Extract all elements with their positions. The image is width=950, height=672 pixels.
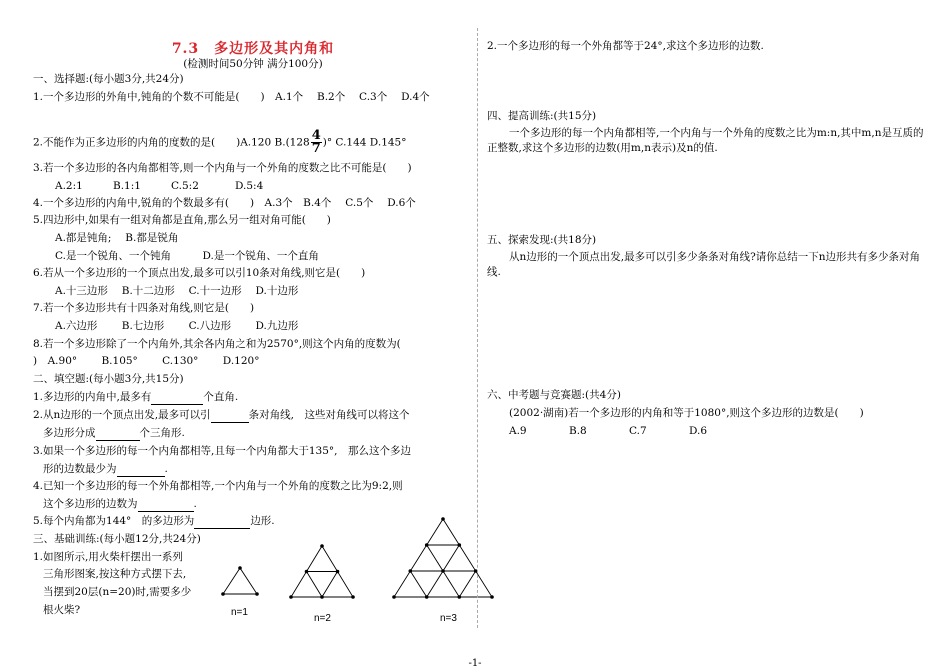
s3-q1-line-3: 当摆到20层(n=20)时,需要多少: [43, 586, 192, 598]
section-5-heading: 五、探索发现:(共18分): [487, 234, 597, 246]
s2-q4-cont: [43, 498, 197, 512]
s2-q3-cont: [43, 463, 168, 477]
answer-blank[interactable]: [138, 498, 194, 512]
s1-q7: 7.若一个多边形共有十四条对角线,则它是( ): [33, 302, 255, 314]
s2-q2-text-d: 个三角形.: [139, 427, 185, 439]
s1-q8-options: ) A.90° B.105° C.130° D.120°: [33, 355, 260, 367]
s3-q2: 2.一个多边形的每一个外角都等于24°,求这个多边形的边数.: [487, 40, 764, 52]
fraction-numerator: 4: [311, 128, 321, 143]
s1-q3-option: A.2:1: [55, 180, 83, 192]
answer-blank[interactable]: [96, 427, 140, 441]
s1-q3-option: D.5:4: [235, 180, 264, 192]
s1-q5-options-2: C.是一个锐角、一个钝角 D.是一个锐角、一个直角: [55, 250, 319, 262]
s1-q7-options: A.六边形 B.七边形 C.八边形 D.九边形: [55, 320, 299, 332]
section-2-heading: 二、填空题:(每小题3分,共15分): [33, 373, 184, 385]
s1-q3-option: B.1:1: [113, 180, 141, 192]
s2-q1-text-b: 个直角.: [203, 391, 239, 403]
s2-q2-cont: [43, 427, 185, 441]
s2-q1: [33, 391, 238, 405]
s1-q3: 3.若一个多边形的各内角都相等,则一个内角与一个外角的度数之比不可能是( ): [33, 162, 412, 174]
s2-q3: 3.如果一个多边形的每一个内角都相等,且每一个内角都大于135°, 那么这个多边: [33, 445, 411, 457]
page-subtitle: (检测时间50分钟 满分100分): [183, 58, 323, 70]
s2-q4-text-b: 这个多边形的边数为: [43, 498, 138, 510]
s1-q2-text-b: )° C.144 D.145°: [322, 136, 407, 149]
s1-q6-options: A.十三边形 B.十二边形 C.十一边形 D.十边形: [55, 285, 299, 297]
figure-label-n3: n=3: [440, 613, 457, 624]
s2-q2-text-c: 多边形分成: [43, 427, 96, 439]
answer-blank[interactable]: [151, 391, 203, 405]
s2-q2-text-b: 条对角线, 这些对角线可以将这个: [248, 409, 410, 421]
s6-option: A.9: [509, 425, 527, 437]
s2-q4: 4.已知一个多边形的每一个外角都相等,一个内角与一个外角的度数之比为9:2,则: [33, 480, 403, 492]
s1-q3-option: C.5:2: [171, 180, 199, 192]
answer-blank[interactable]: [194, 515, 250, 529]
s1-q5-options-1: A.都是钝角; B.都是锐角: [55, 232, 179, 244]
s1-q3-options: [55, 180, 277, 193]
s3-q1-line-1: 1.如图所示,用火柴杆摆出一系列: [33, 551, 183, 563]
matchstick-figure-n3: [390, 516, 496, 600]
s2-q5: [33, 515, 275, 529]
section-4-heading: 四、提高训练:(共15分): [487, 110, 597, 122]
matchstick-figure-n1: [220, 565, 260, 597]
answer-blank[interactable]: [211, 409, 249, 423]
s2-q4-text-c: .: [193, 498, 197, 510]
section-3-heading: 三、基础训练:(每小题12分,共24分): [33, 533, 201, 545]
s6-option: B.8: [569, 425, 587, 437]
s4-text: 一个多边形的每一个内角都相等,一个内角与一个外角的度数之比为m:n,其中m,n是互质的正整数,求这个多边形的边数(用m,n表示)及n的值.: [487, 127, 924, 154]
s1-q8: 8.若一个多边形除了一个内角外,其余各内角之和为2570°,则这个内角的度数为(: [33, 338, 401, 350]
s1-q1: 1.一个多边形的外角中,钝角的个数不可能是( ) A.1个 B.2个 C.3个 D.4个: [33, 91, 430, 103]
s1-q2: [33, 130, 406, 155]
s6-text: (2002·湖南)若一个多边形的内角和等于1080°,则这个多边形的边数是( ): [509, 407, 864, 419]
s3-q1-line-2: 三角形图案,按这种方式摆下去,: [43, 568, 187, 580]
fraction-denominator: 7: [311, 141, 321, 156]
s1-q5: 5.四边形中,如果有一组对角都是直角,那么另一组对角可能( ): [33, 214, 331, 226]
s5-text: 从n边形的一个顶点出发,最多可以引多少条条对角线?请你总结一下n边形共有多少条对角线.: [487, 251, 920, 278]
s3-q1-line-4: 根火柴?: [43, 604, 81, 616]
figure-label-n1: n=1: [231, 607, 248, 618]
page-number: -1-: [468, 658, 482, 669]
s2-q3-text-c: .: [164, 463, 168, 475]
s6-option: C.7: [629, 425, 647, 437]
s2-q2-text-a: 2.从n边形的一个顶点出发,最多可以引: [33, 409, 211, 421]
answer-blank[interactable]: [117, 463, 165, 477]
section-6-heading: 六、中考题与竞赛题:(共4分): [487, 389, 621, 401]
s2-q2: [33, 409, 409, 423]
s2-q5-text-a: 5.每个内角都为144° 的多边形为: [33, 515, 195, 527]
page-title: 7.3 多边形及其内角和: [171, 41, 335, 57]
s1-q2-fraction: [311, 130, 322, 155]
s6-options: [509, 425, 721, 438]
column-divider: [477, 28, 478, 628]
s1-q4: 4.一个多边形的内角中,锐角的个数最多有( ) A.3个 B.4个 C.5个 D.6个: [33, 197, 416, 209]
matchstick-figure-n2: [287, 543, 357, 600]
s6-option: D.6: [689, 425, 708, 437]
s1-q6: 6.若从一个多边形的一个顶点出发,最多可以引10条对角线,则它是( ): [33, 267, 366, 279]
s1-q2-text-a: 2.不能作为正多边形的内角的度数的是( )A.120 B.(128: [33, 136, 310, 149]
s2-q1-text-a: 1.多边形的内角中,最多有: [33, 391, 152, 403]
s2-q3-text-b: 形的边数最少为: [43, 463, 117, 475]
s2-q5-text-b: 边形.: [250, 515, 275, 527]
section-1-heading: 一、选择题:(每小题3分,共24分): [33, 73, 184, 85]
figure-label-n2: n=2: [314, 613, 331, 624]
